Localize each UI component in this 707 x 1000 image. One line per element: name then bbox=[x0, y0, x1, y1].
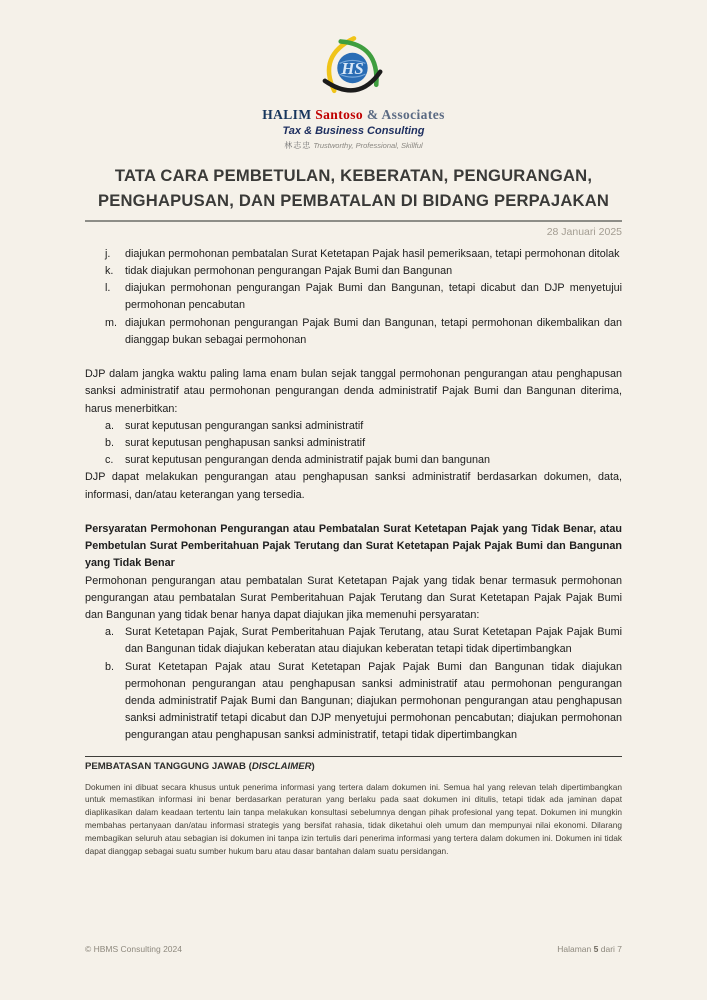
list-text: Surat Ketetapan Pajak atau Surat Ketetapan Pajak Pajak Bumi dan Bangunan tidak diajukan permohonan pengurangan atau penghapusan sanksi administratif atau permohonan pengurangan denda administratif Pajak Bumi dan Bangunan; diajukan permohonan pengurangan atau penghapusan sanksi administratif tetapi dicabut dan DJP menyetujui permohonan pencabutan; diajukan permohonan pengurangan atau penghapusan sanksi administratif, tetapi tidak dipertimbangkan bbox=[125, 660, 622, 742]
footer-page-prefix: Halaman bbox=[557, 944, 594, 954]
list-item bbox=[85, 659, 622, 745]
list-text: diajukan permohonan pengurangan Pajak Bumi dan Bangunan, tetapi permohonan dikembalikan dan dianggap bukan sebagai permohonan bbox=[125, 316, 622, 346]
company-name bbox=[85, 107, 622, 123]
list-marker: j. bbox=[105, 247, 111, 260]
letterhead bbox=[85, 30, 622, 151]
list-marker: b. bbox=[105, 437, 115, 449]
list-text: diajukan permohonan pengurangan Pajak Bumi dan Bangunan, tetapi dicabut dan DJP menyetujui permohonan pencabutan bbox=[125, 282, 622, 312]
disclaimer-heading-text: PEMBATASAN TANGGUNG JAWAB ( bbox=[85, 760, 252, 772]
disclaimer-heading-italic: DISCLAIMER bbox=[251, 760, 312, 772]
company-motto bbox=[85, 140, 622, 151]
disclaimer-section bbox=[85, 756, 622, 858]
company-name-santoso: Santoso bbox=[315, 107, 364, 122]
list-item bbox=[85, 246, 622, 263]
company-name-associates: & Associates bbox=[363, 107, 445, 122]
list-item bbox=[85, 435, 622, 452]
disclaimer-heading-close: ) bbox=[311, 760, 315, 772]
document-title-line1: TATA CARA PEMBETULAN, KEBERATAN, PENGURANGAN, bbox=[114, 166, 593, 185]
list-marker: l. bbox=[105, 282, 111, 295]
disclaimer-text: Dokumen ini dibuat secara khusus untuk penerima informasi yang tertera dalam dokumen ini. Semua hal yang relevan telah dipertimbangkan untuk memastikan informasi ini benar berdasarkan peraturan yang berlaku pada saat dokumen ini ditulis, tetapi tidak ada jaminan dapat diaplikasikan dalam keadaan tertentu lain tanpa melakukan konsultasi sebelumnya dengan pihak profesional yang tepat. Dokumen ini mungkin membahas pertanyaan dan/atau informasi strategis yang bersifat rahasia, tidak diketahui oleh umum dan mempunyai nilai ekonomi. Dilarang membagikan seluruh atau sebagian isi dokumen ini tanpa izin tertulis dari penerima informasi yang tertera dalam dokumen ini. Dokumen ini tidak dapat dianggap sebagai suatu sumber hukum baru atau dasar bantahan dalam suatu persidangan. bbox=[85, 781, 622, 856]
company-motto-english: Trustworthy, Professional, Skillful bbox=[311, 141, 423, 150]
footer-page-number: 5 bbox=[593, 944, 599, 954]
list-item bbox=[85, 418, 622, 435]
document-body bbox=[85, 246, 622, 745]
list-marker: m. bbox=[105, 316, 117, 329]
section-heading: Persyaratan Permohonan Pengurangan atau Pembatalan Surat Ketetapan Pajak yang Tidak Benar, atau Pembetulan Surat Pemberitahuan Pajak Terutang dan Surat Ketetapan Pajak Pajak Bumi dan Bangunan yang Tidak Benar bbox=[85, 523, 622, 570]
footer-page-indicator bbox=[557, 944, 622, 954]
list-marker: a. bbox=[105, 419, 115, 432]
company-logo-icon bbox=[311, 30, 397, 106]
list-marker: a. bbox=[105, 626, 115, 639]
logo-monogram: HS bbox=[340, 59, 364, 79]
list-marker: k. bbox=[105, 264, 114, 277]
company-tagline: Tax & Business Consulting bbox=[282, 125, 425, 137]
document-title-line2: PENGHAPUSAN, DAN PEMBATALAN DI BIDANG PERPAJAKAN bbox=[97, 190, 610, 210]
list-item bbox=[85, 280, 622, 314]
list-item bbox=[85, 452, 622, 469]
paragraph: DJP dalam jangka waktu paling lama enam bulan sejak tanggal permohonan pengurangan atau penghapusan sanksi administratif atau permohonan pengurangan denda administratif Pajak Bumi dan Bangunan diterima, harus menerbitkan: bbox=[85, 368, 622, 415]
disclaimer-heading bbox=[85, 761, 622, 772]
list-item bbox=[85, 315, 622, 349]
company-motto-chinese: 林志忠 bbox=[284, 141, 312, 150]
list-item bbox=[85, 263, 622, 280]
list-text: surat keputusan pengurangan sanksi administratif bbox=[125, 419, 364, 432]
list-item bbox=[85, 624, 622, 658]
title-divider bbox=[85, 220, 622, 222]
footer-page-suffix: dari 7 bbox=[598, 944, 622, 954]
list-text: surat keputusan penghapusan sanksi administratif bbox=[125, 437, 366, 449]
list-marker: c. bbox=[105, 454, 114, 467]
list-text: diajukan permohonan pembatalan Surat Ketetapan Pajak hasil pemeriksaan, tetapi permohonan ditolak bbox=[125, 247, 620, 260]
list-marker: b. bbox=[105, 660, 115, 673]
list-text: Surat Ketetapan Pajak, Surat Pemberitahuan Pajak Terutang, atau Surat Ketetapan Pajak Pajak Bumi dan Bangunan tidak diajukan keberatan atau diajukan keberatan tetapi tidak dipertimbangkan bbox=[125, 626, 622, 656]
document-title bbox=[85, 164, 622, 214]
list-text: surat keputusan pengurangan denda administratif pajak bumi dan bangunan bbox=[125, 454, 490, 467]
page-footer bbox=[85, 944, 622, 954]
list-text: tidak diajukan permohonan pengurangan Pajak Bumi dan Bangunan bbox=[125, 264, 453, 277]
company-name-halim: HALIM bbox=[262, 107, 316, 122]
paragraph: Permohonan pengurangan atau pembatalan Surat Ketetapan Pajak yang tidak benar termasuk permohonan pengurangan atau pembatalan Surat Pemberitahuan Pajak Terutang dan Surat Ketetapan Pajak Pajak Bumi dan Bangunan yang tidak benar hanya dapat diajukan jika memenuhi persyaratan: bbox=[85, 574, 622, 622]
document-date: 28 Januari 2025 bbox=[546, 225, 622, 238]
disclaimer-divider bbox=[85, 756, 622, 757]
footer-copyright: © HBMS Consulting 2024 bbox=[85, 944, 182, 954]
paragraph: DJP dapat melakukan pengurangan atau penghapusan sanksi administratif berdasarkan dokumen, data, informasi, dan/atau keterangan yang tersedia. bbox=[85, 471, 622, 501]
